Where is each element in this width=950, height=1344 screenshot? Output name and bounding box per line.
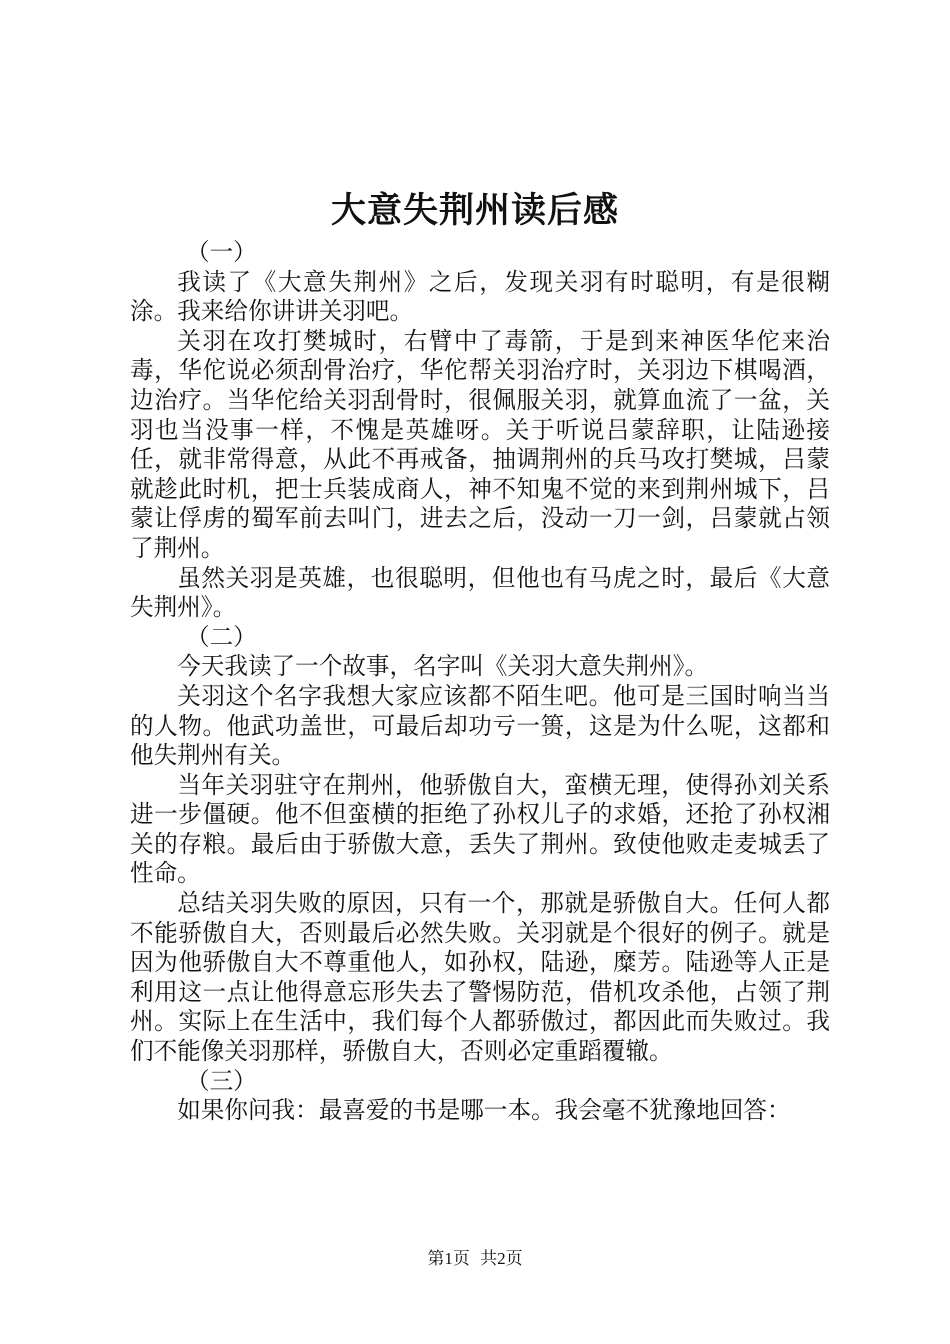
document-title: 大意失荆州读后感: [330, 191, 619, 231]
paragraph: 关羽这个名字我想大家应该都不陌生吧。他可是三国时响当当的人物。他武功盖世，可最后却功亏一篑，这是为什么呢，这都和他失荆州有关。: [130, 681, 830, 770]
paragraph: 我读了《大意失荆州》之后，发现关羽有时聪明，有是很糊涂。我来给你讲讲关羽吧。: [130, 267, 830, 326]
section-heading: （一）: [186, 238, 257, 266]
paragraph: 如果你问我：最喜爱的书是哪一本。我会毫不犹豫地回答：: [177, 1096, 791, 1125]
document-body: [130, 238, 830, 1126]
page-number-footer: 第1页 共2页: [427, 1249, 523, 1268]
section-heading: （二）: [186, 622, 257, 651]
section-heading: （三）: [186, 1066, 257, 1095]
paragraph: 今天我读了一个故事，名字叫《关羽大意失荆州》。: [177, 652, 709, 681]
paragraph: 关羽在攻打樊城时，右臂中了毒箭，于是到来神医华佗来治毒，华佗说必须刮骨治疗，华佗帮关羽治疗时，关羽边下棋喝酒，边治疗。当华佗给关羽刮骨时，很佩服关羽，就算血流了一盆，关羽也当没事一样，不愧是英雄呀。关于听说吕蒙辞职，让陆逊接任，就非常得意，从此不再戒备，抽调荆州的兵马攻打樊城，吕蒙就趁此时机，把士兵装成商人，神不知鬼不觉的来到荆州城下，吕蒙让俘虏的蜀军前去叫门，进去之后，没动一刀一剑，吕蒙就占领了荆州。: [130, 326, 830, 562]
paragraph: 虽然关羽是英雄，也很聪明，但他也有马虎之时，最后《大意失荆州》。: [130, 563, 830, 622]
paragraph: 当年关羽驻守在荆州，他骄傲自大，蛮横无理，使得孙刘关系进一步僵硬。他不但蛮横的拒绝了孙权儿子的求婚，还抢了孙权湘关的存粮。最后由于骄傲大意，丢失了荆州。致使他败走麦城丢了性命。: [130, 770, 830, 888]
paragraph: 总结关羽失败的原因，只有一个，那就是骄傲自大。任何人都不能骄傲自大，否则最后必然失败。关羽就是个很好的例子。就是因为他骄傲自大不尊重他人，如孙权，陆逊，糜芳。陆逊等人正是利用这一点让他得意忘形失去了警惕防范，借机攻杀他，占领了荆州。实际上在生活中，我们每个人都骄傲过，都因此而失败过。我们不能像关羽那样，骄傲自大，否则必定重蹈覆辙。: [130, 889, 830, 1066]
